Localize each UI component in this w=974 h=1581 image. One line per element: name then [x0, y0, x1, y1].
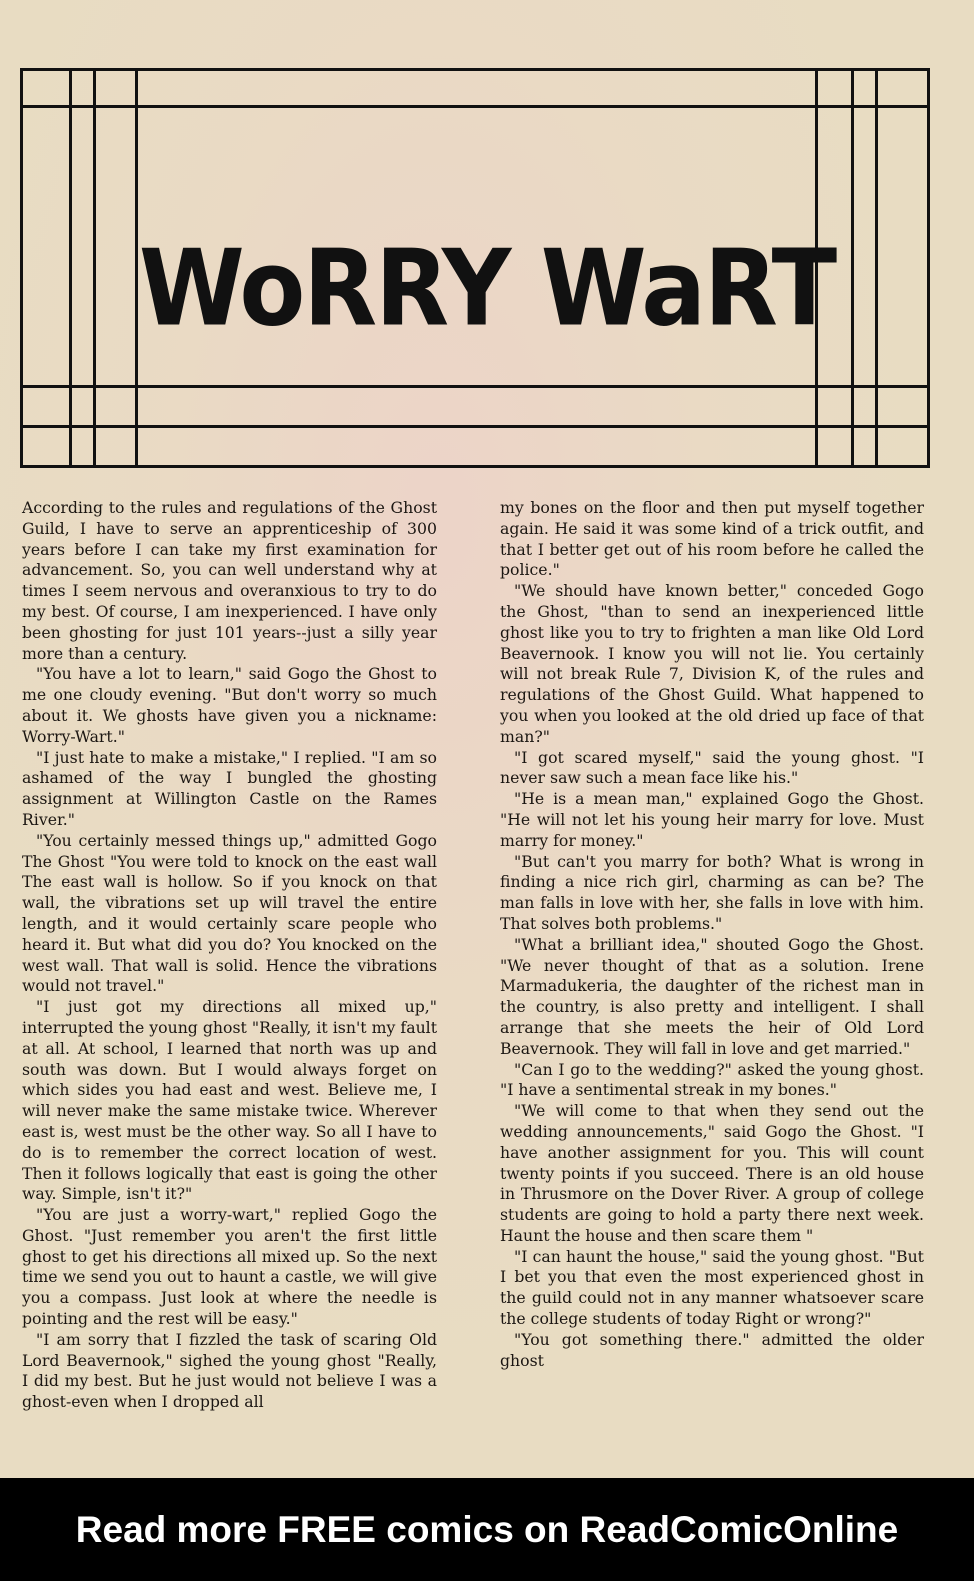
left-text-column — [22, 498, 437, 1413]
paragraph: "We will come to that when they send out the wedding announcements," said Gogo the Ghost. "I have another assignment for you. This will count twenty points if you succeed. There is an old house in Thrusmore on the Dover River. A group of college students are going to hold a party there next week. Haunt the house and then scare them " — [500, 1101, 924, 1245]
paragraph: "You are just a worry-wart," replied Gogo the Ghost. "Just remember you aren't the first little ghost to get his directions all mixed up. So the next time we send you out to haunt a castle, we will give you a compass. Just look at where the needle is pointing and the rest will be easy." — [22, 1205, 437, 1329]
paragraph: "You have a lot to learn," said Gogo the Ghost to me one cloudy evening. "But don't worry so much about it. We ghosts have given you a nickname: Worry-Wart." — [22, 664, 437, 746]
paragraph: "Can I go to the wedding?" asked the young ghost. "I have a sentimental streak in my bones." — [500, 1059, 924, 1100]
frame-line — [23, 105, 927, 108]
story-title: WoRRY WaRT — [138, 226, 836, 350]
paragraph: my bones on the floor and then put myself together again. He said it was some kind of a trick outfit, and that I better get out of his room before he called the police." — [500, 498, 924, 580]
paragraph: "We should have known better," conceded Gogo the Ghost, "than to send an inexperienced little ghost like you to try to frighten a man like Old Lord Beavernook. I know you will not lie. You certainly will not break Rule 7, Division K, of the rules and regulations of the Ghost Guild. What happened to you when you looked at the old dried up face of that man?" — [500, 581, 924, 746]
paragraph: "But can't you marry for both? What is wrong in finding a nice rich girl, charming as can be? The man falls in love with her, she falls in love with him. That solves both problems." — [500, 851, 924, 933]
paragraph: "I am sorry that I fizzled the task of scaring Old Lord Beavernook," sighed the young ghost "Really, I did my best. But he just would not believe I was a ghost-even when I dropped all — [22, 1329, 437, 1412]
promo-banner[interactable]: Read more FREE comics on ReadComicOnline — [0, 1478, 974, 1581]
paragraph: According to the rules and regulations of the Ghost Guild, I have to serve an apprenticeship of 300 years before I can take my first examination for advancement. So, you can well understand why at times I seem nervous and overanxious to try to do my best. Of course, I am inexperienced. I have only been ghosting for just 101 years--just a silly year more than a century. — [22, 498, 437, 663]
paragraph: "You certainly messed things up," admitted Gogo The Ghost "You were told to knock on the east wall The east wall is hollow. So if you knock on that wall, the vibrations set up will travel the entire length, and it would certainly scare people who heard it. But what did you do? You knocked on the west wall. That wall is solid. Hence the vibrations would not travel." — [22, 830, 437, 996]
paragraph: "I got scared myself," said the young ghost. "I never saw such a mean face like his." — [500, 747, 924, 788]
paragraph: "You got something there." admitted the older ghost — [500, 1329, 924, 1370]
frame-line — [23, 425, 927, 428]
paragraph: "I just got my directions all mixed up," interrupted the young ghost "Really, it isn't my fault at all. At school, I learned that north was up and south was down. But I would always forget on which sides you had east and west. Believe me, I will never make the same mistake twice. Wherever east is, west must be the other way. So all I have to do is to remember the correct location of west. Then it follows logically that east is going the other way. Simple, isn't it?" — [22, 997, 437, 1204]
right-text-column — [500, 498, 924, 1371]
paragraph: "I just hate to make a mistake," I replied. "I am so ashamed of the way I bungled the ghosting assignment at Willington Castle on the Rames River." — [22, 747, 437, 829]
paragraph: "I can haunt the house," said the young ghost. "But I bet you that even the most experienced ghost in the guild could not in any manner whatsoever scare the college students of today Right or wrong?" — [500, 1246, 924, 1329]
paragraph: "He is a mean man," explained Gogo the Ghost. "He will not let his young heir marry for love. Must marry for money." — [500, 789, 924, 850]
paragraph: "What a brilliant idea," shouted Gogo the Ghost. "We never thought of that as a solution. Irene Marmadukeria, the daughter of the richest man in the country, is also pretty and intelligent. I shall arrange that she meets the heir of Old Lord Beavernook. They will fall in love and get married." — [500, 934, 924, 1058]
frame-line — [23, 385, 927, 388]
